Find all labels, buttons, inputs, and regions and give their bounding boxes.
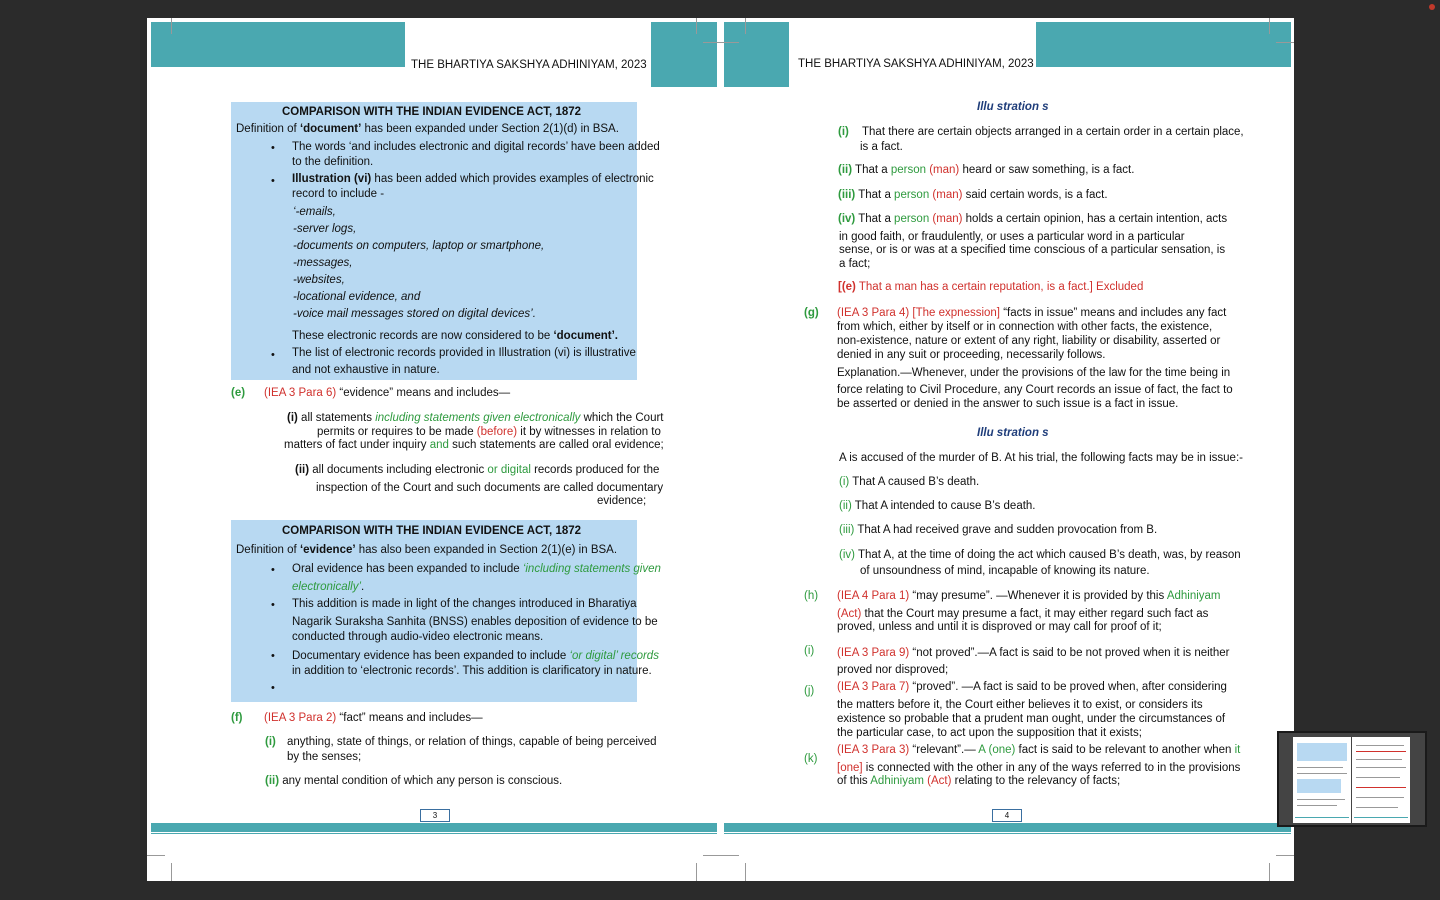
bullet-text: electronically’. (292, 581, 365, 593)
definition-line: Definition of ‘evidence’ has also been expanded in Section 2(1)(e) in BSA. (236, 544, 618, 556)
illus-text: a fact; (839, 258, 871, 270)
clause-e-i-line1: (i) all statements including statements given electronically which the Court (287, 412, 664, 424)
window-indicator-dot (1429, 4, 1435, 10)
bullet: • (271, 142, 275, 154)
clause-f-text: (IEA 3 Para 2) “fact” means and includes— (264, 712, 483, 724)
crop-mark (703, 42, 721, 43)
illus-text: sense, or is or was at a specified time conscious of a particular sensation, is (839, 244, 1226, 256)
running-header: THE BHARTIYA SAKSHYA ADHINIYAM, 2023 (798, 58, 1034, 70)
crop-mark (147, 855, 165, 856)
clause-f-i-line2: by the senses; (287, 751, 362, 763)
crop-mark (1269, 863, 1270, 881)
page-number: 3 (420, 809, 450, 822)
clause-g-line: from which, either by itself or in connection with other facts, the existence, (837, 321, 1213, 333)
clause-e-ii-line2: inspection of the Court and such documents are called documentary (316, 482, 664, 494)
crop-mark (703, 855, 721, 856)
definition-line: Definition of ‘document’ has been expanded under Section 2(1)(d) in BSA. (236, 123, 619, 135)
illus-text: in good faith, or fraudulently, or uses a particular word in a particular (839, 231, 1185, 243)
header-teal-block (151, 22, 405, 67)
clause-label-k: (k) (804, 753, 818, 765)
thumbnail-right-page[interactable] (1352, 737, 1410, 823)
illus-text: of unsoundness of mind, incapable of knowing its nature. (860, 565, 1150, 577)
crop-mark (171, 863, 172, 881)
clause-i-line1: (IEA 3 Para 9) “not proved”.—A fact is said to be not proved when it is neither (837, 647, 1230, 659)
illus2-iii: (iii) That A had received grave and sudden provocation from B. (839, 524, 1158, 536)
page-thumbnail-navigator[interactable] (1277, 731, 1427, 827)
bullet-text: Nagarik Suraksha Sanhita (BNSS) enables deposition of evidence to be (292, 616, 658, 628)
header-teal-block-right (1036, 22, 1291, 67)
bullet-text: The list of electronic records provided in Illustration (vi) is illustrative (292, 347, 636, 359)
clause-h-line2: (Act) that the Court may presume a fact, it may either regard such fact as (837, 608, 1209, 620)
header-teal-block-right (651, 22, 717, 87)
illus-ii: (ii) That a person (man) heard or saw something, is a fact. (838, 164, 1135, 176)
clause-j-line: the matters before it, the Court either believes it to exist, or considers its (837, 699, 1203, 711)
crop-mark (171, 18, 172, 34)
example-item: -websites, (293, 274, 345, 286)
illus-excluded: [(e) That a man has a certain reputation, is a fact.] Excluded (838, 281, 1144, 293)
bullet-text: conducted through audio-video electronic means. (292, 631, 544, 643)
bullet-text: to the definition. (292, 156, 374, 168)
clause-e-ii-line3: evidence; (597, 495, 647, 507)
explanation-line: be asserted or denied in the answer to such issue is a fact in issue. (837, 398, 1179, 410)
thumbnail-left-page[interactable] (1293, 737, 1351, 823)
example-item: -locational evidence, and (293, 291, 421, 303)
illus2-i: (i) That A caused B’s death. (839, 476, 980, 488)
crop-mark (745, 18, 746, 34)
clause-g-line: denied in any suit or proceeding, necessarily follows. (837, 349, 1106, 361)
example-item: ‘-emails, (293, 206, 336, 218)
page-number: 4 (992, 809, 1022, 822)
bullet: • (271, 682, 275, 694)
clause-e-ii-line1: (ii) all documents including electronic or digital records produced for the (295, 464, 660, 476)
example-item: -voice mail messages stored on digital devices’. (293, 308, 536, 320)
consider-line: These electronic records are now considered to be ‘document’. (292, 330, 618, 342)
clause-f-i-label: (i) (265, 736, 276, 748)
clause-e-text: (IEA 3 Para 6) “evidence” means and includes— (264, 387, 511, 399)
clause-label-j: (j) (804, 685, 815, 697)
illus-iii: (iii) That a person (man) said certain words, is a fact. (838, 189, 1108, 201)
clause-e-i-line2: permits or requires to be made (before) it by witnesses in relation to (317, 426, 661, 438)
crop-mark (696, 18, 697, 34)
illus2-ii: (ii) That A intended to cause B’s death. (839, 500, 1036, 512)
clause-f-i-line1: anything, state of things, or relation of things, capable of being perceived (287, 736, 657, 748)
clause-label-f: (f) (231, 712, 243, 724)
bullet-text: and not exhaustive in nature. (292, 364, 440, 376)
crop-mark (1269, 18, 1270, 34)
clause-label-g: (g) (804, 307, 819, 319)
clause-label-h: (h) (804, 590, 819, 602)
clause-j-line1: (IEA 3 Para 7) “proved”. —A fact is said to be proved when, after considering (837, 681, 1227, 693)
crop-mark (696, 863, 697, 881)
illus-intro: A is accused of the murder of B. At his trial, the following facts may be in issue:- (839, 452, 1243, 464)
crop-mark (721, 855, 739, 856)
clause-k-line3: of this Adhiniyam (Act) relating to the relevancy of facts; (837, 775, 1121, 787)
crop-mark (745, 863, 746, 881)
bullet: • (271, 599, 275, 611)
bullet-text: Oral evidence has been expanded to include ‘including statements given (292, 563, 661, 575)
clause-j-line: the particular case, to act upon the supposition that it exists; (837, 727, 1142, 739)
footer-bar (724, 823, 1291, 832)
bullet: • (271, 175, 275, 187)
comparison-title: COMPARISON WITH THE INDIAN EVIDENCE ACT, 1872 (282, 106, 582, 118)
bullet-text: record to include - (292, 188, 385, 200)
bullet-text: This addition is made in light of the changes introduced in Bharatiya (292, 598, 637, 610)
bullet-text: Illustration (vi) has been added which provides examples of electronic (292, 173, 654, 185)
illustrations-heading: Illu stration s (977, 101, 1049, 113)
clause-e-i-line3: matters of fact under inquiry and such statements are called oral evidence; (284, 439, 664, 451)
crop-mark (1276, 855, 1294, 856)
illus-label: (i) (838, 126, 849, 138)
clause-g-line: non-existence, nature or extent of any right, liability or disability, asserted or (837, 335, 1221, 347)
clause-f-ii: (ii) any mental condition of which any person is conscious. (265, 775, 563, 787)
left-page (147, 18, 721, 881)
crop-mark (1276, 42, 1294, 43)
footer-bar (151, 823, 717, 832)
bullet-text: in addition to ‘electronic records’. This addition is clarificatory in nature. (292, 665, 652, 677)
clause-g-line1: (IEA 3 Para 4) [The expnession] “facts in issue” means and includes any fact (837, 307, 1227, 319)
example-item: -documents on computers, laptop or smartphone, (293, 240, 545, 252)
footer-line (724, 833, 1291, 834)
clause-h-line1: (IEA 4 Para 1) “may presume”. —Whenever it is provided by this Adhiniyam (837, 590, 1221, 602)
explanation-line: Explanation.—Whenever, under the provisions of the law for the time being in (837, 367, 1231, 379)
comparison-title: COMPARISON WITH THE INDIAN EVIDENCE ACT, 1872 (282, 525, 582, 537)
example-item: -server logs, (293, 223, 357, 235)
bullet-text: Documentary evidence has been expanded to include ‘or digital’ records (292, 650, 659, 662)
illustrations-heading: Illu stration s (977, 427, 1049, 439)
running-header: THE BHARTIYA SAKSHYA ADHINIYAM, 2023 (411, 59, 647, 71)
bullet: • (271, 349, 275, 361)
crop-mark (721, 42, 739, 43)
explanation-line: force relating to Civil Procedure, any Court records an issue of fact, the fact to (837, 384, 1233, 396)
bullet: • (271, 564, 275, 576)
clause-label-i: (i) (804, 645, 815, 657)
footer-line (151, 833, 717, 834)
clause-h-line3: proved, unless and until it is disproved or may call for proof of it; (837, 621, 1162, 633)
clause-label-e: (e) (231, 387, 246, 399)
bullet: • (271, 650, 275, 662)
clause-k-line1: (IEA 3 Para 3) “relevant”.— A (one) fact is said to be relevant to another when it (837, 744, 1241, 756)
illus2-iv: (iv) That A, at the time of doing the act which caused B’s death, was, by reason (839, 549, 1241, 561)
clause-k-line2: [one] is connected with the other in any of the ways referred to in the provisions (837, 762, 1241, 774)
example-item: -messages, (293, 257, 353, 269)
right-page (721, 18, 1294, 881)
clause-j-line: existence so probable that a prudent man ought, under the circumstances of (837, 713, 1226, 725)
header-teal-block (724, 22, 789, 87)
bullet-text: The words ‘and includes electronic and digital records’ have been added (292, 141, 660, 153)
illus-text: That there are certain objects arranged in a certain order in a certain place, (862, 126, 1244, 138)
illus-text: is a fact. (860, 141, 903, 153)
clause-i-line2: proved nor disproved; (837, 664, 949, 676)
illus-iv: (iv) That a person (man) holds a certain opinion, has a certain intention, acts (838, 213, 1228, 225)
